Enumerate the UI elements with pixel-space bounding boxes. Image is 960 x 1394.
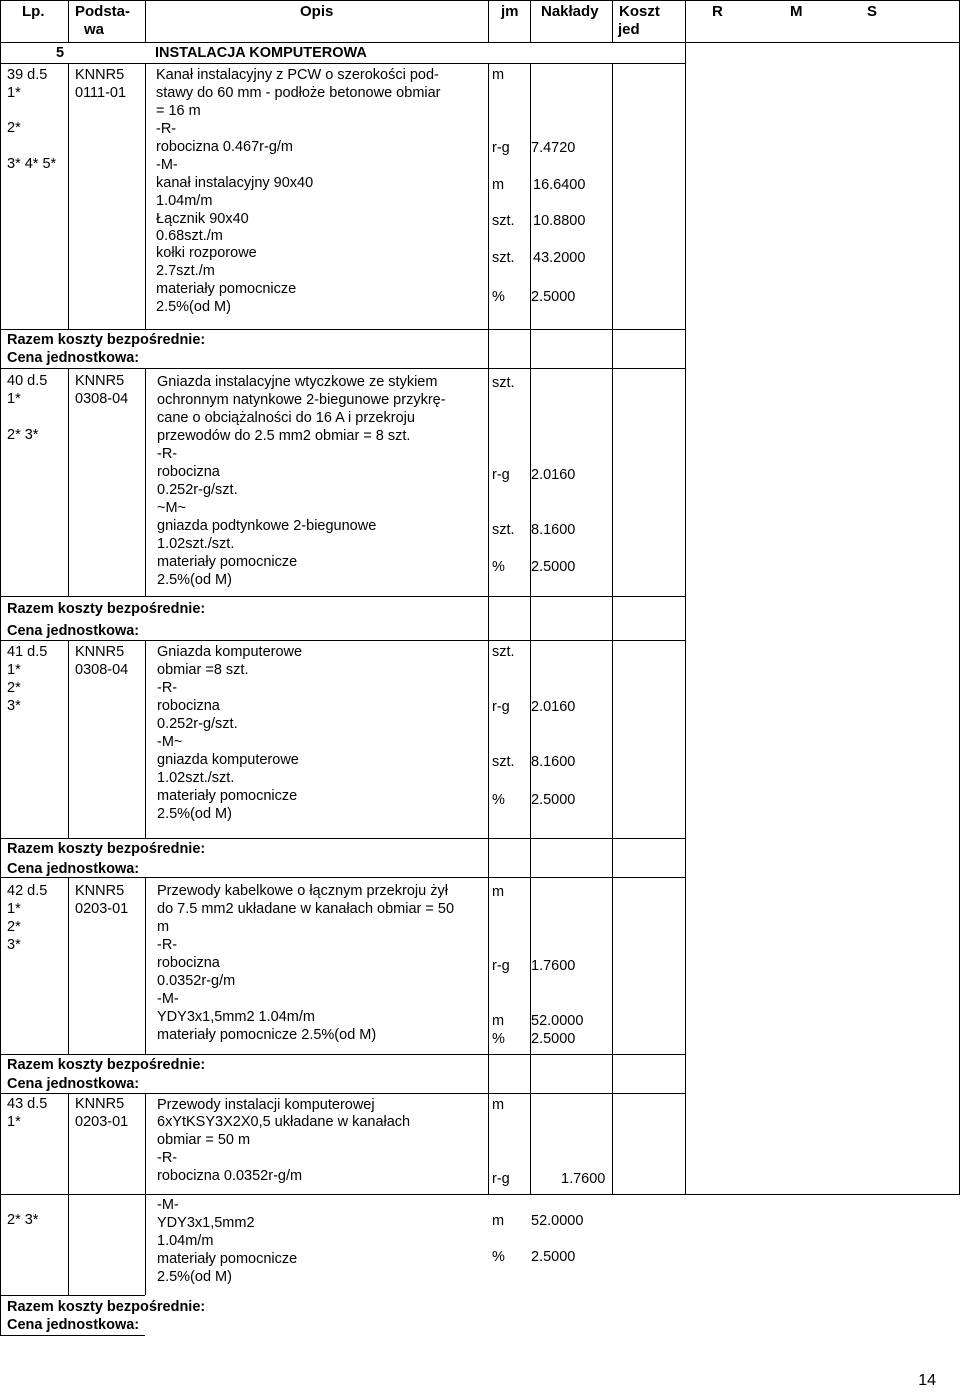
opis-line: gniazda podtynkowe 2-biegunowe xyxy=(157,518,377,534)
opis-line: 2.5%(od M) xyxy=(156,299,231,315)
opis-line: 2.7szt./m xyxy=(156,263,215,279)
opis-line: materiały pomocnicze 2.5%(od M) xyxy=(157,1027,377,1043)
jm-value: m xyxy=(492,1213,505,1229)
jm-value: m xyxy=(492,884,505,900)
podstawa-line: KNNR5 xyxy=(75,67,125,83)
jm-value: m xyxy=(492,67,505,83)
naklady-value: 2.0160 xyxy=(531,699,576,715)
jm-value: szt. xyxy=(492,522,515,538)
opis-line: Gniazda komputerowe xyxy=(157,644,303,660)
lp-line: 1* xyxy=(7,1114,21,1130)
jm-value: r-g xyxy=(492,140,510,156)
opis-line: robocizna 0.467r-g/m xyxy=(156,139,294,155)
opis-line: materiały pomocnicze xyxy=(156,281,297,297)
opis-line: Przewody instalacji komputerowej xyxy=(157,1097,375,1113)
opis-line: gniazda komputerowe xyxy=(157,752,299,768)
opis-line: materiały pomocnicze xyxy=(157,1251,298,1267)
section-number: 5 xyxy=(56,45,65,61)
opis-line: -R- xyxy=(157,446,178,462)
header-lp: Lp. xyxy=(22,3,45,20)
razem-label: Razem koszty bezpośrednie: xyxy=(7,1057,206,1073)
opis-line: -R- xyxy=(156,121,177,137)
opis-line: = 16 m xyxy=(156,103,201,119)
lp-line: 3* xyxy=(7,698,21,714)
razem-label: Razem koszty bezpośrednie: xyxy=(7,601,206,617)
podstawa-line: KNNR5 xyxy=(75,883,125,899)
lp-line: 42 d.5 xyxy=(7,883,48,899)
naklady-value: 1.7600 xyxy=(561,1171,606,1187)
podstawa-line: KNNR5 xyxy=(75,644,125,660)
opis-line: cane o obciążalności do 16 A i przekroju xyxy=(157,410,415,426)
opis-line: 1.04m/m xyxy=(156,193,213,209)
jm-value: % xyxy=(492,289,505,305)
section-title: INSTALACJA KOMPUTEROWA xyxy=(155,45,367,61)
razem-label: Razem koszty bezpośrednie: xyxy=(7,1299,206,1315)
cena-label: Cena jednostkowa: xyxy=(7,1317,140,1333)
opis-line: 2.5%(od M) xyxy=(157,572,232,588)
cena-label: Cena jednostkowa: xyxy=(7,1076,140,1092)
page-number: 14 xyxy=(918,1372,936,1389)
naklady-value: 8.1600 xyxy=(531,522,576,538)
header-podstawa-1: Podsta- xyxy=(75,3,131,20)
header-r: R xyxy=(712,3,723,20)
opis-line: -M- xyxy=(156,157,178,173)
opis-line: Kanał instalacyjny z PCW o szerokości pod- xyxy=(156,67,439,83)
header-koszt-1: Koszt xyxy=(619,3,660,20)
opis-line: YDY3x1,5mm2 1.04m/m xyxy=(157,1009,315,1025)
lp-line: 40 d.5 xyxy=(7,373,48,389)
lp-line: 1* xyxy=(7,662,21,678)
naklady-value: 43.2000 xyxy=(533,250,586,266)
lp-line: 43 d.5 xyxy=(7,1096,48,1112)
cena-label: Cena jednostkowa: xyxy=(7,350,140,366)
jm-value: r-g xyxy=(492,699,510,715)
jm-value: szt. xyxy=(492,754,515,770)
opis-line: -R- xyxy=(157,680,178,696)
opis-line: ochronnym natynkowe 2-biegunowe przykrę- xyxy=(157,392,446,408)
lp-line: 2* 3* xyxy=(7,1212,39,1228)
opis-line: obmiar = 50 m xyxy=(157,1132,251,1148)
naklady-value: 2.5000 xyxy=(531,559,576,575)
opis-line: 0.252r-g/szt. xyxy=(157,716,238,732)
lp-line: 1* xyxy=(7,391,21,407)
jm-value: r-g xyxy=(492,958,510,974)
jm-value: % xyxy=(492,792,505,808)
naklady-value: 7.4720 xyxy=(531,140,576,156)
opis-line: robocizna xyxy=(157,955,220,971)
lp-line: 1* xyxy=(7,85,21,101)
lp-line: 3* 4* 5* xyxy=(7,156,57,172)
opis-line: 0.68szt./m xyxy=(156,228,223,244)
cena-label: Cena jednostkowa: xyxy=(7,861,140,877)
cena-label: Cena jednostkowa: xyxy=(7,623,140,639)
jm-value: szt. xyxy=(492,644,515,660)
opis-line: 1.04m/m xyxy=(157,1233,214,1249)
razem-label: Razem koszty bezpośrednie: xyxy=(7,841,206,857)
naklady-value: 2.5000 xyxy=(531,792,576,808)
header-koszt-2: jed xyxy=(618,21,640,38)
razem-label: Razem koszty bezpośrednie: xyxy=(7,332,206,348)
header-s: S xyxy=(867,3,878,20)
opis-line: robocizna xyxy=(157,464,220,480)
lp-line: 2* xyxy=(7,120,21,136)
opis-line: 0.252r-g/szt. xyxy=(157,482,238,498)
naklady-value: 52.0000 xyxy=(531,1013,584,1029)
opis-line: ~M~ xyxy=(157,500,187,516)
opis-line: materiały pomocnicze xyxy=(157,554,298,570)
lp-line: 41 d.5 xyxy=(7,644,48,660)
jm-value: r-g xyxy=(492,467,510,483)
jm-value: r-g xyxy=(492,1171,510,1187)
podstawa-line: 0111-01 xyxy=(75,85,127,101)
podstawa-line: 0308-04 xyxy=(75,662,129,678)
opis-line: do 7.5 mm2 układane w kanałach obmiar = 50 xyxy=(157,901,455,917)
jm-value: % xyxy=(492,559,505,575)
opis-line: 1.02szt./szt. xyxy=(157,536,235,552)
jm-value: % xyxy=(492,1031,505,1047)
opis-line: robocizna xyxy=(157,698,220,714)
opis-line: kołki rozporowe xyxy=(156,245,257,261)
jm-value: szt. xyxy=(492,375,515,391)
header-naklady: Nakłady xyxy=(541,3,599,20)
naklady-value: 2.5000 xyxy=(531,289,576,305)
naklady-value: 1.7600 xyxy=(531,958,576,974)
opis-line: Przewody kabelkowe o łącznym przekroju żył xyxy=(157,883,448,899)
opis-line: materiały pomocnicze xyxy=(157,788,298,804)
opis-line: -M~ xyxy=(157,734,183,750)
lp-line: 2* 3* xyxy=(7,427,39,443)
lp-line: 1* xyxy=(7,901,21,917)
opis-line: -M- xyxy=(157,1197,179,1213)
podstawa-line: 0203-01 xyxy=(75,1114,129,1130)
podstawa-line: 0203-01 xyxy=(75,901,129,917)
opis-line: m xyxy=(157,919,170,935)
opis-line: przewodów do 2.5 mm2 obmiar = 8 szt. xyxy=(157,428,411,444)
lp-line: 39 d.5 xyxy=(7,67,48,83)
jm-value: m xyxy=(492,177,505,193)
opis-line: -R- xyxy=(157,1150,178,1166)
header-m: M xyxy=(790,3,803,20)
opis-line: robocizna 0.0352r-g/m xyxy=(157,1168,303,1184)
opis-line: Gniazda instalacyjne wtyczkowe ze stykiem xyxy=(157,374,438,390)
opis-line: obmiar =8 szt. xyxy=(157,662,249,678)
lp-line: 3* xyxy=(7,937,21,953)
jm-value: % xyxy=(492,1249,505,1265)
opis-line: 6xYtKSY3X2X0,5 układane w kanałach xyxy=(157,1114,411,1130)
naklady-value: 16.6400 xyxy=(533,177,586,193)
opis-line: 0.0352r-g/m xyxy=(157,973,236,989)
header-jm: jm xyxy=(501,3,519,20)
podstawa-line: KNNR5 xyxy=(75,373,125,389)
naklady-value: 2.5000 xyxy=(531,1031,576,1047)
lp-line: 2* xyxy=(7,919,21,935)
opis-line: 2.5%(od M) xyxy=(157,1269,232,1285)
podstawa-line: KNNR5 xyxy=(75,1096,125,1112)
opis-line: 1.02szt./szt. xyxy=(157,770,235,786)
opis-line: -M- xyxy=(157,991,179,1007)
opis-line: stawy do 60 mm - podłoże betonowe obmiar xyxy=(156,85,441,101)
opis-line: 2.5%(od M) xyxy=(157,806,232,822)
header-podstawa-2: wa xyxy=(84,21,105,38)
naklady-value: 2.0160 xyxy=(531,467,576,483)
naklady-value: 52.0000 xyxy=(531,1213,584,1229)
opis-line: YDY3x1,5mm2 xyxy=(157,1215,255,1231)
naklady-value: 2.5000 xyxy=(531,1249,576,1265)
jm-value: m xyxy=(492,1013,505,1029)
jm-value: m xyxy=(492,1097,505,1113)
naklady-value: 8.1600 xyxy=(531,754,576,770)
header-opis: Opis xyxy=(300,3,334,20)
naklady-value: 10.8800 xyxy=(533,213,586,229)
podstawa-line: 0308-04 xyxy=(75,391,129,407)
opis-line: Łącznik 90x40 xyxy=(156,211,249,227)
opis-line: -R- xyxy=(157,937,178,953)
lp-line: 2* xyxy=(7,680,21,696)
jm-value: szt. xyxy=(492,250,515,266)
jm-value: szt. xyxy=(492,213,515,229)
opis-line: kanał instalacyjny 90x40 xyxy=(156,175,314,191)
